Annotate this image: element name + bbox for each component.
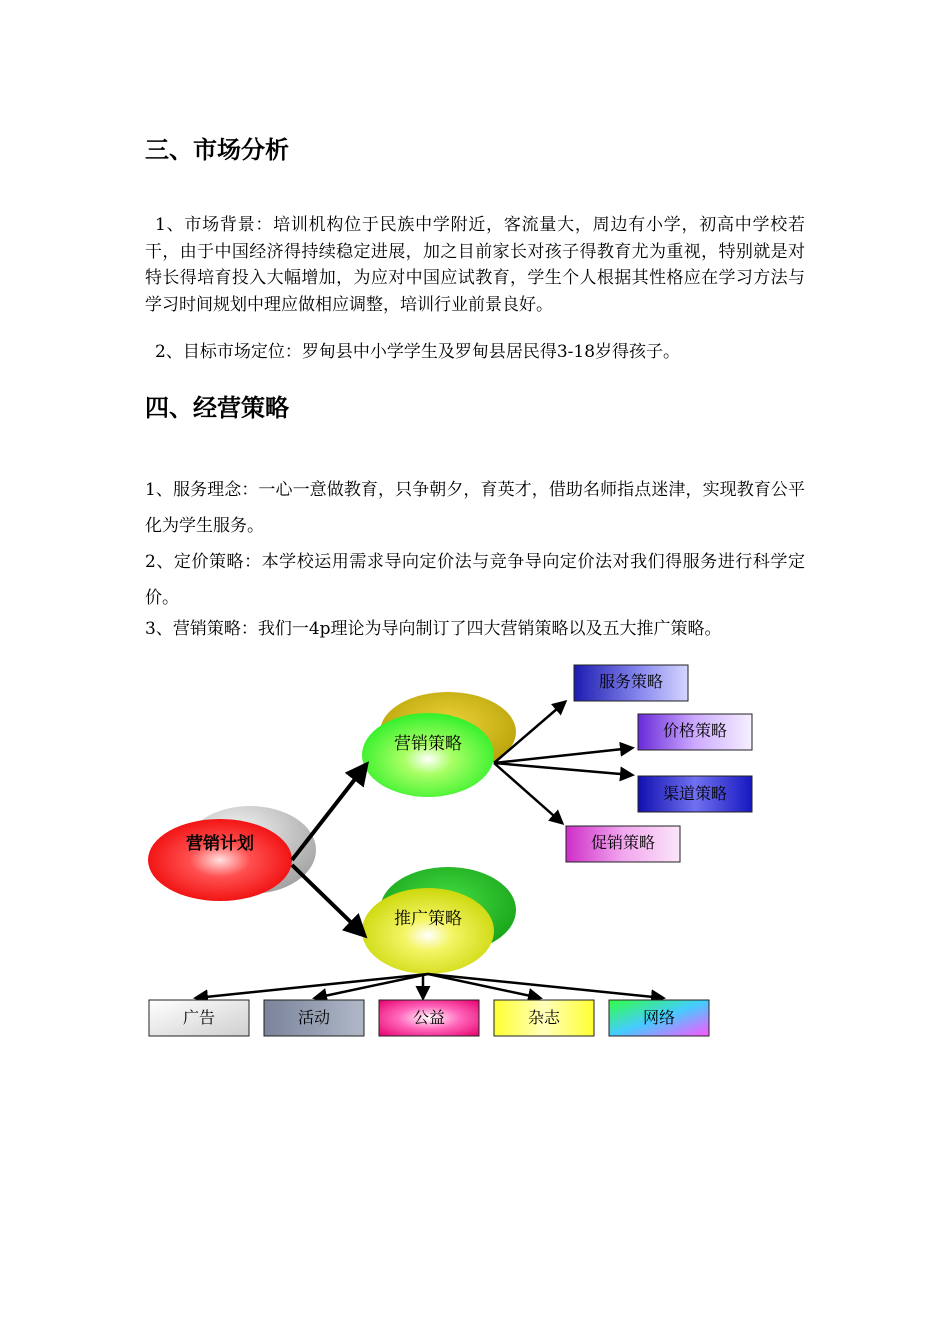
- arrow-root-to-promotion: [292, 865, 364, 935]
- activity-box: 活动: [297, 1008, 330, 1027]
- arrow-to-ad: [196, 974, 428, 998]
- service-concept-paragraph: 1、服务理念：一心一意做教育，只争朝夕，育英才，借助名师指点迷津，实现教育公平化为学生服务。: [145, 480, 805, 536]
- network-box: 网络: [642, 1008, 675, 1027]
- marketing-node-label: 营销策略: [394, 734, 462, 754]
- arrow-to-price: [494, 748, 632, 763]
- promotion-node: [362, 888, 494, 974]
- marketing-plan-diagram: [130, 655, 780, 1055]
- root-node: [148, 819, 292, 901]
- market-background-paragraph: 1、市场背景：培训机构位于民族中学附近，客流量大，周边有小学，初高中学校若干，由于中国经济得持续稳定进展，加之目前家长对孩子得教育尤为重视，特别就是对特长得培育投入大幅增加，为应对中国应试教育，学生个人根据其性格应在学习方法与学习时间规划中理应做相应调整，培训行业前景良好。: [145, 215, 805, 315]
- channel-strategy-box: 渠道策略: [662, 784, 727, 803]
- ad-box: 广告: [182, 1008, 215, 1027]
- section-heading-market-analysis: 三、市场分析: [145, 136, 289, 164]
- marketing-strategy-paragraph: 3、营销策略：我们一4p理论为导向制订了四大营销策略以及五大推广策略。: [145, 619, 722, 639]
- arrow-root-to-marketing: [292, 765, 366, 860]
- marketing-node: [362, 713, 494, 797]
- promotion-node-label: 推广策略: [394, 909, 462, 929]
- service-strategy-box: 服务策略: [598, 672, 663, 691]
- price-strategy-box: 价格策略: [662, 721, 727, 740]
- root-node-label: 营销计划: [186, 834, 254, 854]
- magazine-box: 杂志: [527, 1008, 560, 1027]
- target-market-paragraph: 2、目标市场定位：罗甸县中小学学生及罗甸县居民得3-18岁得孩子。: [155, 342, 681, 362]
- arrow-to-activity: [315, 974, 428, 998]
- diagram-graphics: [130, 655, 780, 1055]
- arrow-to-network: [428, 974, 663, 998]
- arrow-to-channel: [494, 763, 632, 775]
- charity-box: 公益: [412, 1008, 445, 1027]
- arrow-to-promo: [494, 763, 562, 823]
- section-heading-business-strategy: 四、经营策略: [145, 394, 289, 422]
- promo-strategy-box: 促销策略: [590, 833, 655, 852]
- arrow-to-magazine: [428, 974, 540, 998]
- pricing-strategy-paragraph: 2、定价策略：本学校运用需求导向定价法与竞争导向定价法对我们得服务进行科学定价。: [145, 552, 805, 608]
